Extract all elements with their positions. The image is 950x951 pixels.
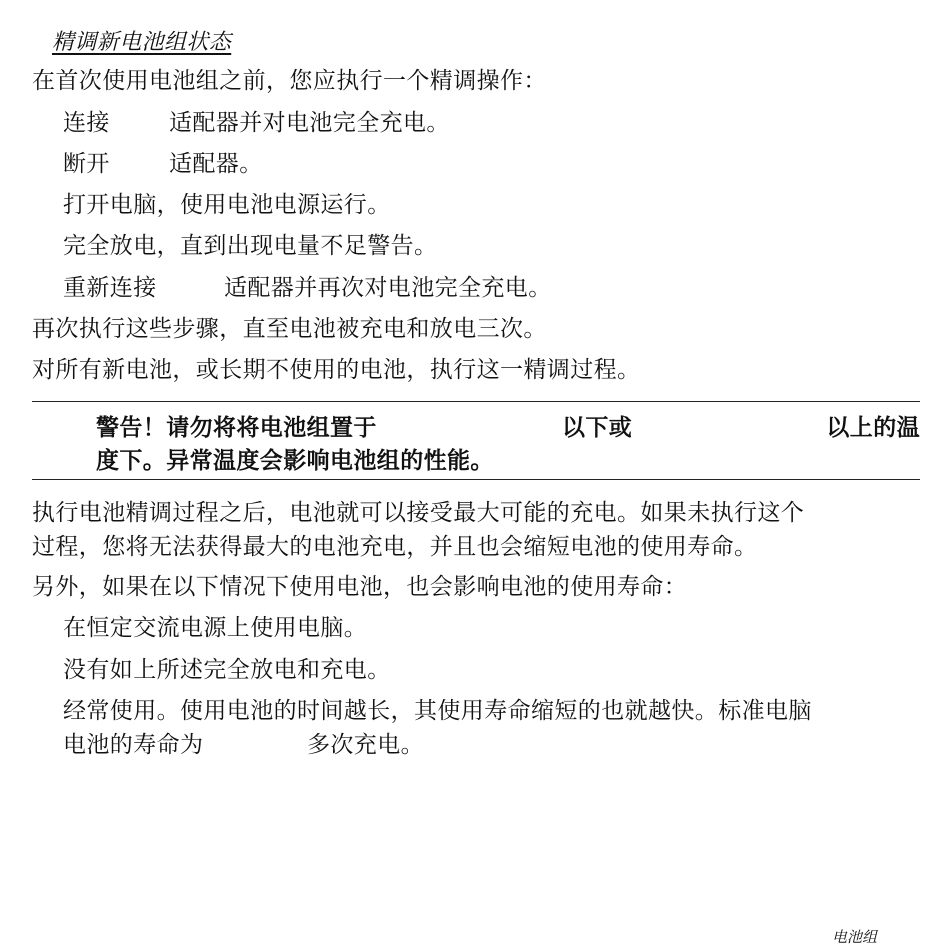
after-text-line-1: 执行电池精调过程之后，电池就可以接受最大可能的充电。如果未执行这个 (32, 500, 805, 526)
condition-frequent-use-line-1: 经常使用。使用电池的时间越长，其使用寿命缩短的也就越快。标准电脑 (63, 698, 812, 724)
step-connect-rest: 适配器并对电池完全充电。 (169, 110, 450, 136)
section-heading: 精调新电池组状态 (52, 30, 232, 55)
warning-line-1 (96, 413, 920, 443)
step-reconnect-rest: 适配器并再次对电池完全充电。 (224, 275, 552, 301)
condition-ac-power: 在恒定交流电源上使用电脑。 (63, 615, 368, 641)
step-reconnect-verb: 重新连接 (63, 275, 157, 301)
battery-life-text-a: 电池的寿命为 (63, 732, 204, 758)
repeat-text: 再次执行这些步骤，直至电池被充电和放电三次。 (32, 316, 547, 342)
page-footer-label: 电池组 (832, 928, 878, 946)
apply-text: 对所有新电池，或长期不使用的电池，执行这一精调过程。 (32, 357, 641, 383)
step-disconnect-verb: 断开 (63, 151, 110, 177)
step-power-on: 打开电脑，使用电池电源运行。 (63, 192, 391, 218)
condition-no-full-cycle: 没有如上所述完全放电和充电。 (63, 657, 391, 683)
also-text: 另外，如果在以下情况下使用电池，也会影响电池的使用寿命： (32, 574, 688, 600)
step-connect-verb: 连接 (63, 110, 110, 136)
step-discharge: 完全放电，直到出现电量不足警告。 (63, 233, 438, 259)
warning-line-2: 度下。异常温度会影响电池组的性能。 (96, 448, 494, 474)
warning-text-c: 以上的温 (826, 415, 920, 441)
battery-life-text-b: 多次充电。 (307, 732, 424, 758)
step-disconnect-rest: 适配器。 (169, 151, 263, 177)
intro-text: 在首次使用电池组之前，您应执行一个精调操作： (32, 68, 547, 94)
warning-text-a: 警告！请勿将将电池组置于 (96, 415, 377, 441)
warning-text-b: 以下或 (562, 415, 633, 441)
warning-top-divider (32, 401, 920, 402)
after-text-line-2: 过程，您将无法获得最大的电池充电，并且也会缩短电池的使用寿命。 (32, 534, 758, 560)
warning-bottom-divider (32, 479, 920, 480)
